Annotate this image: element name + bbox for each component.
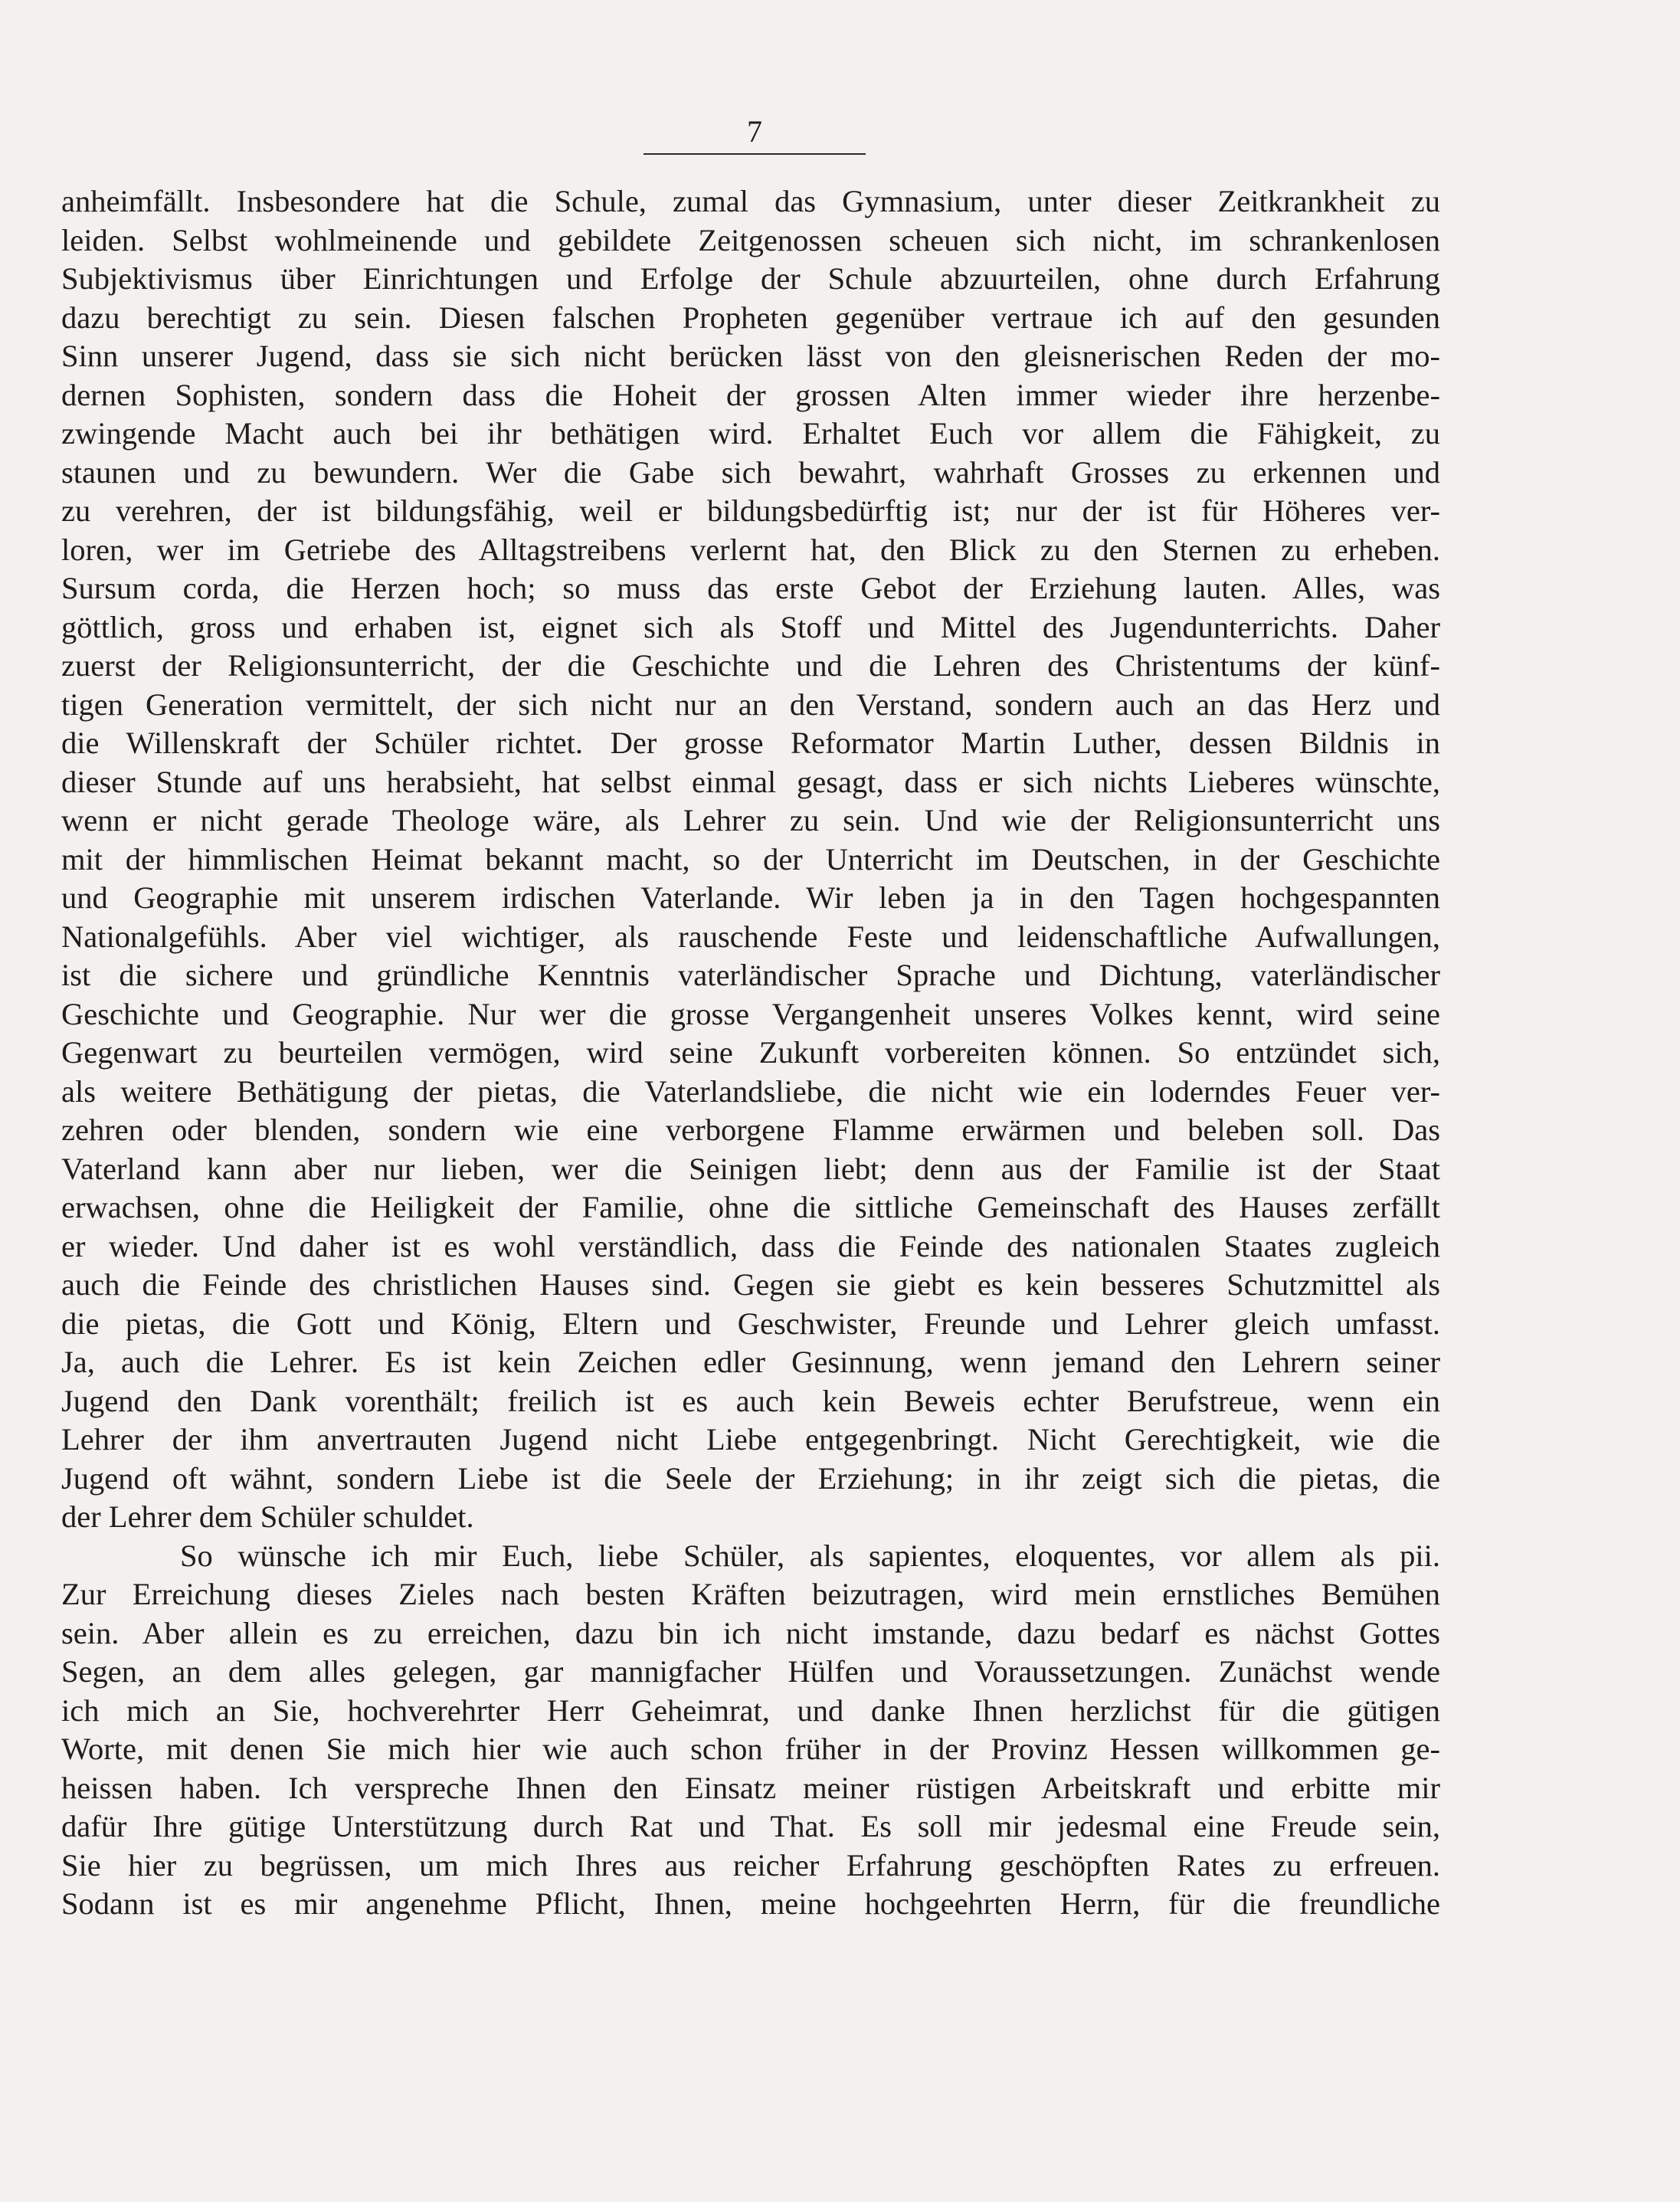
text-line: erwachsen, ohne die Heiligkeit der Familie, ohne die sittliche Gemeinschaft des Hauses zerfällt: [61, 1190, 1440, 1224]
text-line: die pietas, die Gott und König, Eltern und Geschwister, Freunde und Lehrer gleich umfasst.: [61, 1306, 1440, 1341]
text-line: ich mich an Sie, hochverehrter Herr Geheimrat, und danke Ihnen herzlichst für die gütigen: [61, 1692, 1440, 1728]
text-line: leiden. Selbst wohlmeinende und gebildete Zeitgenossen scheuen sich nicht, im schrankenlosen: [61, 222, 1440, 257]
text-line: Ja, auch die Lehrer. Es ist kein Zeichen edler Gesinnung, wenn jemand den Lehrern seiner: [61, 1345, 1440, 1379]
text-line: dieser Stunde auf uns herabsieht, hat selbst einmal gesagt, dass er sich nichts Lieberes wünschte,: [61, 764, 1440, 799]
text-line: Jugend oft wähnt, sondern Liebe ist die Seele der Erziehung; in ihr zeigt sich die pietas, die: [61, 1460, 1440, 1496]
text-line: dazu berechtigt zu sein. Diesen falschen Propheten gegenüber vertraue ich auf den gesunden: [61, 300, 1440, 335]
text-line: wenn er nicht gerade Theologe wäre, als Lehrer zu sein. Und wie der Religionsunterricht uns: [61, 803, 1440, 837]
text-line: der Lehrer dem Schüler schuldet.: [61, 1499, 474, 1534]
text-line: auch die Feinde des christlichen Hauses sind. Gegen sie giebt es kein besseres Schutzmittel als: [61, 1267, 1440, 1302]
text-line: staunen und zu bewundern. Wer die Gabe sich bewahrt, wahrhaft Grosses zu erkennen und: [61, 454, 1440, 490]
paragraph: [61, 182, 1440, 1537]
text-line: Geschichte und Geographie. Nur wer die grosse Vergangenheit unseres Volkes kennt, wird seine: [61, 996, 1440, 1031]
text-line: So wünsche ich mir Euch, liebe Schüler, als sapientes, eloquentes, vor allem als pii.: [180, 1538, 1440, 1573]
text-line: Gegenwart zu beurteilen vermögen, wird seine Zukunft vorbereiten können. So entzündet sich,: [61, 1035, 1440, 1070]
text-line: Worte, mit denen Sie mich hier wie auch schon früher in der Provinz Hessen willkommen ge-: [61, 1732, 1440, 1766]
text-line: zuerst der Religionsunterricht, der die Geschichte und die Lehren des Christentums der künf-: [61, 648, 1440, 683]
text-line: zwingende Macht auch bei ihr bethätigen wird. Erhaltet Euch vor allem die Fähigkeit, zu: [61, 416, 1440, 451]
text-line: mit der himmlischen Heimat bekannt macht, so der Unterricht im Deutschen, in der Geschichte: [61, 841, 1440, 877]
text-line: Segen, an dem alles gelegen, gar mannigfacher Hülfen und Voraussetzungen. Zunächst wende: [61, 1654, 1440, 1689]
text-line: Subjektivismus über Einrichtungen und Erfolge der Schule abzuurteilen, ohne durch Erfahrung: [61, 261, 1440, 296]
body-text: [61, 182, 1440, 1924]
text-line: zu verehren, der ist bildungsfähig, weil er bildungsbedürftig ist; nur der ist für Höheres ver-: [61, 493, 1440, 528]
text-line: göttlich, gross und erhaben ist, eignet sich als Stoff und Mittel des Jugendunterrichts. Daher: [61, 609, 1440, 644]
text-line: und Geographie mit unserem irdischen Vaterlande. Wir leben ja in den Tagen hochgespannten: [61, 880, 1440, 915]
text-line: Zur Erreichung dieses Zieles nach besten Kräften beizutragen, wird mein ernstliches Bemühen: [61, 1577, 1440, 1611]
text-line: Nationalgefühls. Aber viel wichtiger, als rauschende Feste und leidenschaftliche Aufwallungen,: [61, 919, 1440, 954]
text-line: die Willenskraft der Schüler richtet. Der grosse Reformator Martin Luther, dessen Bildnis in: [61, 726, 1440, 760]
text-line: Sie hier zu begrüssen, um mich Ihres aus reicher Erfahrung geschöpften Rates zu erfreuen.: [61, 1847, 1440, 1883]
page-number: 7: [644, 113, 866, 155]
text-line: Jugend den Dank vorenthält; freilich ist es auch kein Beweis echter Berufstreue, wenn ein: [61, 1383, 1440, 1418]
text-line: ist die sichere und gründliche Kenntnis vaterländischer Sprache und Dichtung, vaterländischer: [61, 958, 1440, 992]
text-line: Sinn unserer Jugend, dass sie sich nicht berücken lässt von den gleisnerischen Reden der mo-: [61, 339, 1440, 373]
text-line: dafür Ihre gütige Unterstützung durch Rat und That. Es soll mir jedesmal eine Freude sein,: [61, 1809, 1440, 1843]
text-line: heissen haben. Ich verspreche Ihnen den Einsatz meiner rüstigen Arbeitskraft und erbitte mir: [61, 1770, 1440, 1805]
text-line: zehren oder blenden, sondern wie eine verborgene Flamme erwärmen und beleben soll. Das: [61, 1112, 1440, 1147]
paragraph: [61, 1537, 1440, 1924]
text-line: Sursum corda, die Herzen hoch; so muss das erste Gebot der Erziehung lauten. Alles, was: [61, 571, 1440, 605]
text-line: loren, wer im Getriebe des Alltagstreibens verlernt hat, den Blick zu den Sternen zu erheben.: [61, 532, 1440, 567]
text-line: als weitere Bethätigung der pietas, die Vaterlandsliebe, die nicht wie ein loderndes Feuer ver-: [61, 1073, 1440, 1109]
text-line: tigen Generation vermittelt, der sich nicht nur an den Verstand, sondern auch an das Herz und: [61, 686, 1440, 722]
text-line: Lehrer der ihm anvertrauten Jugend nicht Liebe entgegenbringt. Nicht Gerechtigkeit, wie die: [61, 1422, 1440, 1457]
text-line: dernen Sophisten, sondern dass die Hoheit der grossen Alten immer wieder ihre herzenbe-: [61, 377, 1440, 412]
text-line: Vaterland kann aber nur lieben, wer die Seinigen liebt; denn aus der Familie ist der Staat: [61, 1151, 1440, 1186]
text-line: sein. Aber allein es zu erreichen, dazu bin ich nicht imstande, dazu bedarf es nächst Gottes: [61, 1615, 1440, 1650]
text-line: anheimfällt. Insbesondere hat die Schule, zumal das Gymnasium, unter dieser Zeitkrankheit zu: [61, 184, 1440, 218]
text-line: Sodann ist es mir angenehme Pflicht, Ihnen, meine hochgeehrten Herrn, für die freundliche: [61, 1886, 1440, 1921]
text-line: er wieder. Und daher ist es wohl verständlich, dass die Feinde des nationalen Staates zugleich: [61, 1228, 1440, 1263]
